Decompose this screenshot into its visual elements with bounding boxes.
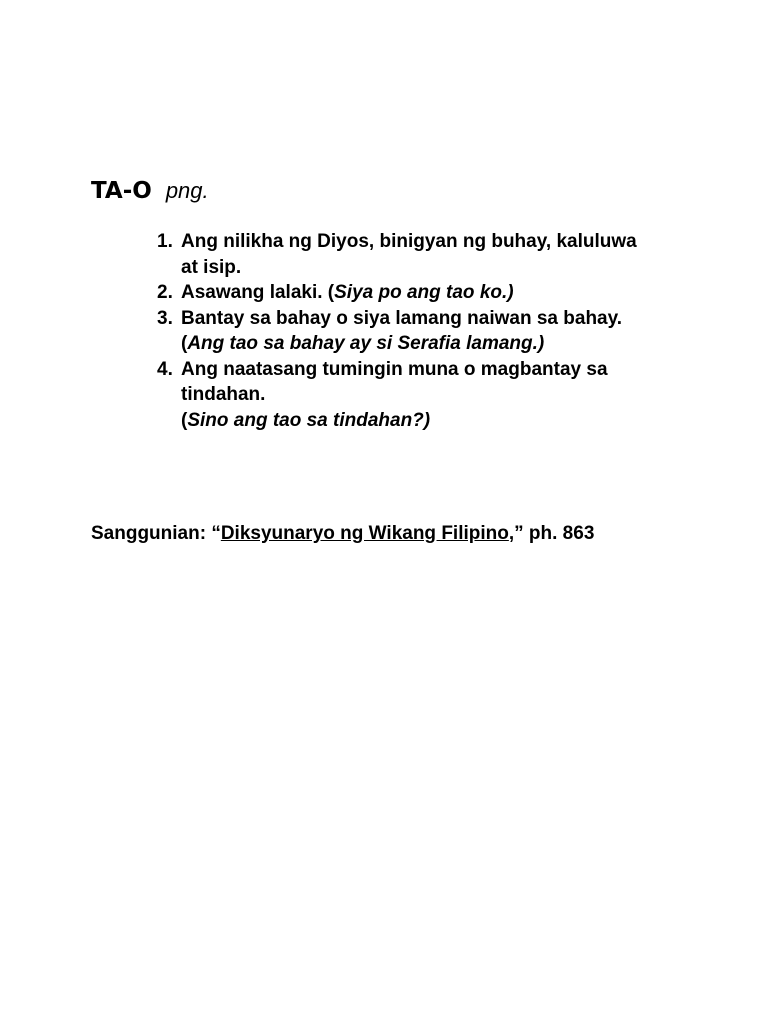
example-paren: ( <box>181 333 188 354</box>
usage-example: Sino ang tao sa tindahan?) <box>187 409 431 431</box>
definition-number: 2. <box>157 282 173 303</box>
example-paren: ( <box>181 409 188 431</box>
reference-page: ,” ph. 863 <box>508 523 595 544</box>
reference-citation <box>91 521 594 546</box>
definition-list <box>157 229 677 433</box>
definition-text: at isip. <box>181 256 242 278</box>
usage-example: Siya po ang tao ko.) <box>334 282 514 303</box>
definition-item-1 <box>157 229 677 280</box>
definition-number: 1. <box>157 231 173 252</box>
definition-text: Asawang lalaki. ( <box>181 282 335 303</box>
example-line <box>181 408 677 434</box>
reference-title: Diksyunaryo ng Wikang Filipino <box>220 523 509 544</box>
definition-number: 4. <box>157 358 173 380</box>
definition-item-2 <box>157 280 677 306</box>
entry-header <box>91 178 209 204</box>
definition-text: Ang nilikha ng Diyos, binigyan ng buhay, kaluluwa <box>181 231 637 252</box>
definition-text: Ang naatasang tumingin muna o magbantay sa <box>181 358 608 380</box>
part-of-speech: png. <box>165 178 209 203</box>
definition-line <box>181 280 677 306</box>
usage-example: Ang tao sa bahay ay si Serafia lamang.) <box>187 333 545 354</box>
headword: TA-O <box>91 178 152 204</box>
definition-text: tindahan. <box>181 384 266 405</box>
reference-label: Sanggunian: “ <box>91 523 221 544</box>
definition-item-3 <box>157 306 677 357</box>
definition-number: 3. <box>157 307 173 329</box>
example-line <box>181 331 677 357</box>
definition-item-4 <box>157 357 677 434</box>
definition-text: Bantay sa bahay o siya lamang naiwan sa bahay. <box>181 307 623 329</box>
